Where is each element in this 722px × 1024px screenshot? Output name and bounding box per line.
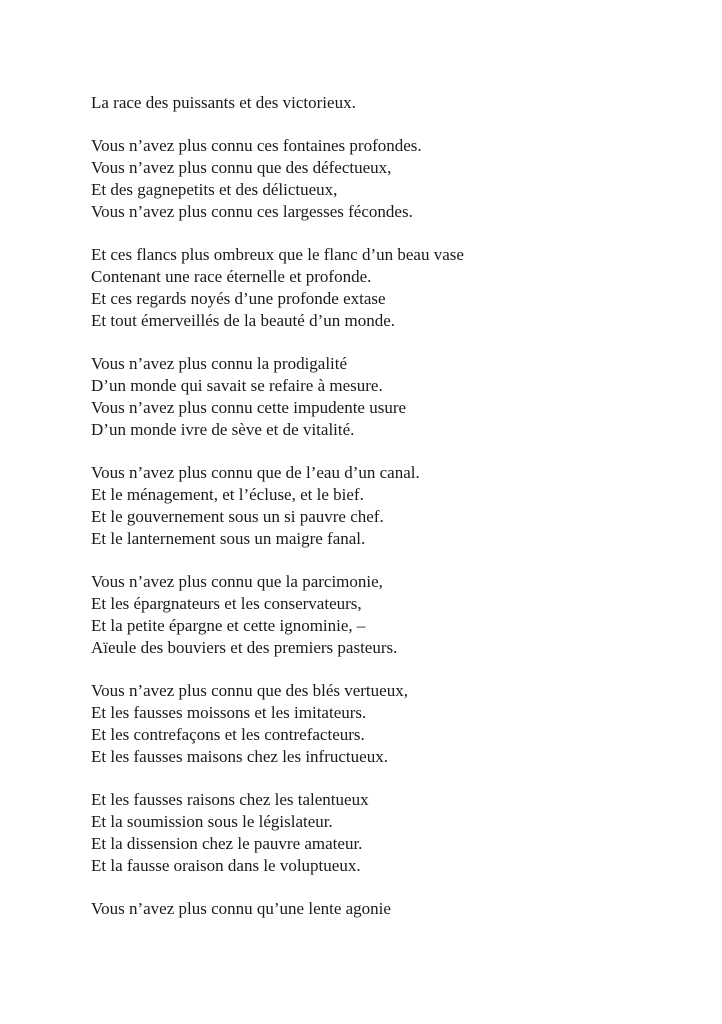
verse-line: Et la soumission sous le législateur. <box>91 812 333 831</box>
verse-line: Et tout émerveillés de la beauté d’un monde. <box>91 311 396 330</box>
verse-line: Et le ménagement, et l’écluse, et le bief. <box>91 485 364 504</box>
verse-line: Et le gouvernement sous un si pauvre chef. <box>91 507 384 526</box>
verse-line: Vous n’avez plus connu qu’une lente agonie <box>91 899 391 918</box>
stanza <box>91 789 691 877</box>
verse-line: Et les fausses moissons et les imitateurs. <box>91 703 367 722</box>
verse-line: Et les fausses raisons chez les talentueux <box>91 790 369 809</box>
verse-line: Et la petite épargne et cette ignominie, – <box>91 616 366 635</box>
stanza <box>91 571 691 659</box>
poem-body <box>91 92 691 941</box>
stanza <box>91 898 691 920</box>
verse-line: Vous n’avez plus connu la prodigalité <box>91 354 348 373</box>
verse-line: D’un monde ivre de sève et de vitalité. <box>91 420 355 439</box>
verse-line: Vous n’avez plus connu cette impudente usure <box>91 398 407 417</box>
verse-line: Et le lanternement sous un maigre fanal. <box>91 529 366 548</box>
verse-line: Vous n’avez plus connu que des défectueux, <box>91 158 392 177</box>
verse-line: Vous n’avez plus connu que la parcimonie, <box>91 572 383 591</box>
stanza <box>91 353 691 441</box>
verse-line: Et des gagnepetits et des délictueux, <box>91 180 338 199</box>
verse-line: Et la fausse oraison dans le voluptueux. <box>91 856 361 875</box>
stanza <box>91 135 691 223</box>
verse-line: Vous n’avez plus connu que des blés vertueux, <box>91 681 408 700</box>
verse-line: D’un monde qui savait se refaire à mesure. <box>91 376 383 395</box>
verse-line: Vous n’avez plus connu ces fontaines profondes. <box>91 136 422 155</box>
verse-line: Aïeule des bouviers et des premiers pasteurs. <box>91 638 398 657</box>
verse-line: Et la dissension chez le pauvre amateur. <box>91 834 363 853</box>
stanza <box>91 92 691 114</box>
stanza <box>91 462 691 550</box>
verse-line: Vous n’avez plus connu ces largesses fécondes. <box>91 202 413 221</box>
verse-line: La race des puissants et des victorieux. <box>91 93 356 112</box>
verse-line: Vous n’avez plus connu que de l’eau d’un canal. <box>91 463 420 482</box>
verse-line: Et les fausses maisons chez les infructueux. <box>91 747 388 766</box>
verse-line: Contenant une race éternelle et profonde. <box>91 267 372 286</box>
stanza <box>91 680 691 768</box>
verse-line: Et les contrefaçons et les contrefacteurs. <box>91 725 365 744</box>
stanza <box>91 244 691 332</box>
verse-line: Et ces flancs plus ombreux que le flanc d’un beau vase <box>91 245 464 264</box>
verse-line: Et les épargnateurs et les conservateurs, <box>91 594 362 613</box>
verse-line: Et ces regards noyés d’une profonde extase <box>91 289 386 308</box>
